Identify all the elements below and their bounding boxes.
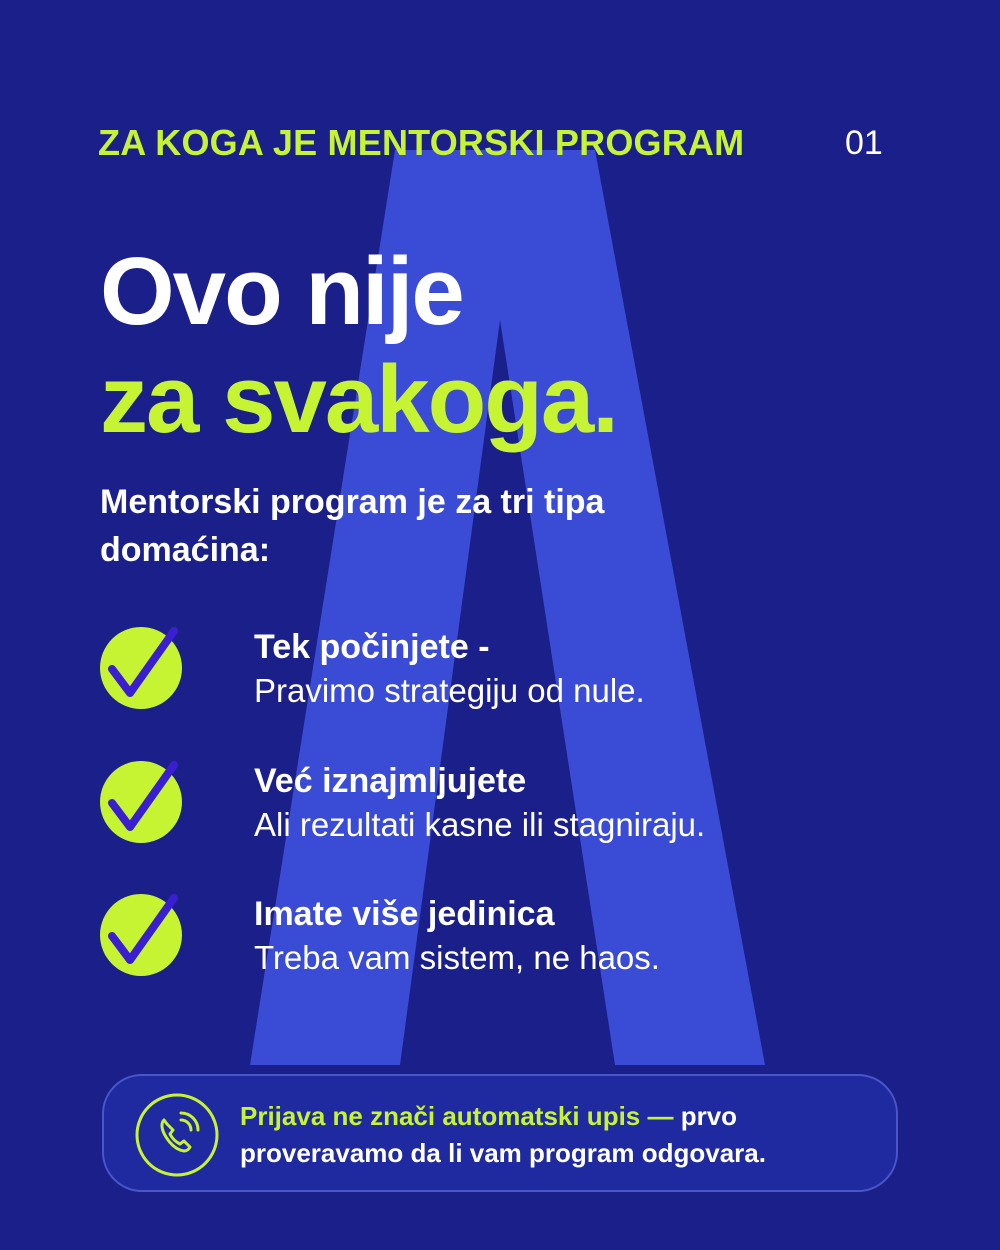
notice-highlight: Prijava ne znači automatski upis — — [240, 1101, 674, 1131]
notice-rest: prvo proveravamo da li vam program odgovara. — [240, 1101, 766, 1168]
headline-line-1: Ovo nije — [100, 238, 463, 345]
notice-text — [240, 1098, 880, 1172]
headline-line-2: za svakoga. — [100, 346, 617, 453]
check-circle-icon — [100, 759, 186, 845]
section-eyebrow: ZA KOGA JE MENTORSKI PROGRAM — [98, 122, 745, 163]
page-number: 01 — [845, 124, 883, 162]
item-description: Pravimo strategiju od nule. — [254, 672, 645, 709]
item-title: Imate više jedinica — [254, 895, 555, 933]
headline — [100, 238, 617, 454]
list-item-renting — [100, 759, 860, 849]
intro-text: Mentorski program je za tri tipa domaćina: — [100, 483, 605, 569]
list-item-beginner — [100, 625, 860, 715]
item-title: Već iznajmljujete — [254, 762, 527, 800]
item-description: Treba vam sistem, ne haos. — [254, 939, 660, 976]
phone-call-icon — [134, 1092, 220, 1178]
item-description: Ali rezultati kasne ili stagniraju. — [254, 806, 706, 843]
list-item-multiple-units — [100, 892, 860, 982]
check-circle-icon — [100, 625, 186, 711]
application-notice — [102, 1074, 898, 1192]
check-circle-icon — [100, 892, 186, 978]
item-title: Tek počinjete - — [254, 628, 490, 666]
